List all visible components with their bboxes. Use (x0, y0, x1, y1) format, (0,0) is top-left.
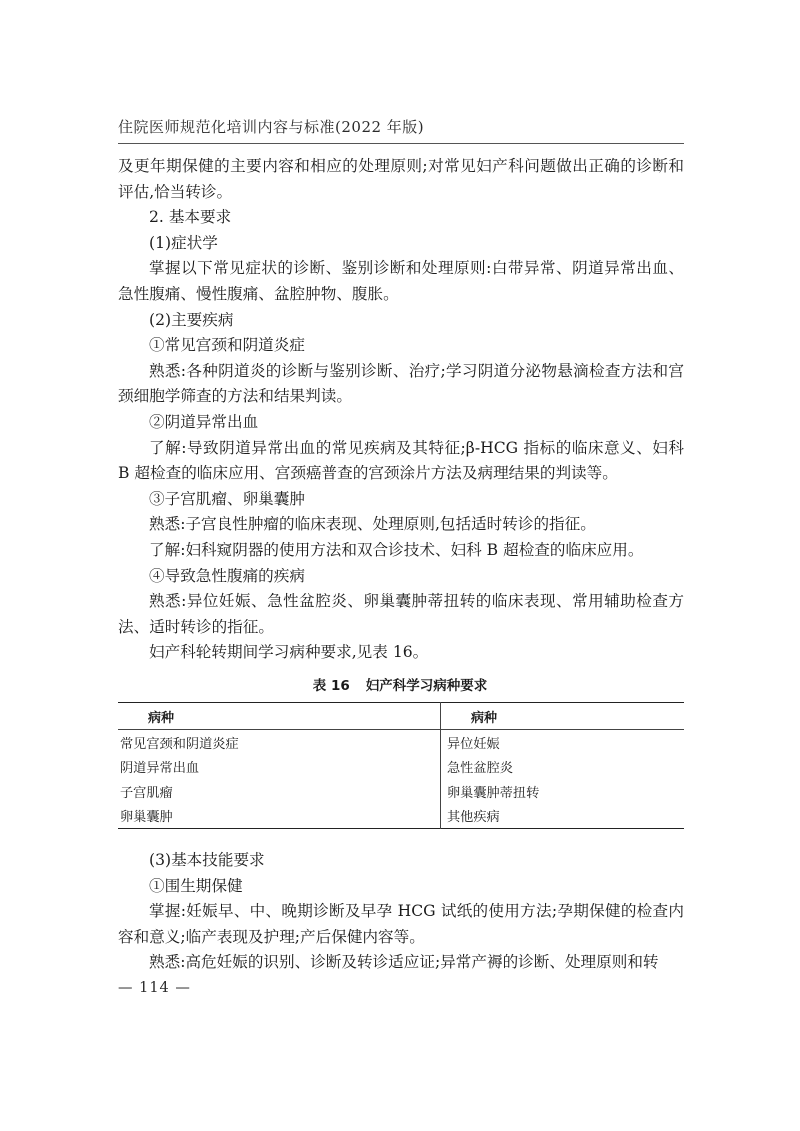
table-cell: 常见宫颈和阴道炎症 (118, 730, 441, 755)
paragraph: 掌握以下常见症状的诊断、鉴别诊断和处理原则:白带异常、阴道异常出血、急性腹痛、慢性腹痛、盆腔肿物、腹胀。 (118, 259, 684, 303)
body-text-top (118, 154, 684, 666)
paragraph: ④导致急性腹痛的疾病 (149, 566, 305, 585)
table-cell: 阴道异常出血 (118, 755, 441, 780)
table-cell: 异位妊娠 (447, 736, 500, 752)
paragraph: 熟悉:各种阴道炎的诊断与鉴别诊断、治疗;学习阴道分泌物悬滴检查方法和宫颈细胞学筛查的方法和结果判读。 (118, 361, 684, 406)
paragraph: ①常见宫颈和阴道炎症 (149, 336, 305, 355)
table-cell: 卵巢囊肿 (118, 804, 441, 829)
paragraph: (3)基本技能要求 (149, 851, 265, 869)
paragraph: 了解:导致阴道异常出血的常见疾病及其特征;β-HCG 指标的临床意义、妇科 B 超检查的临床应用、宫颈癌普查的宫颈涂片方法及病理结果的判读等。 (118, 438, 684, 483)
table-header-cell: 病种 (441, 703, 685, 730)
paragraph: 熟悉:子宫良性肿瘤的临床表现、处理原则,包括适时转诊的指征。 (149, 515, 596, 534)
header-rule (118, 143, 684, 144)
paragraph: 熟悉:高危妊娠的识别、诊断及转诊适应证;异常产褥的诊断、处理原则和转 (149, 953, 659, 972)
running-header: 住院医师规范化培训内容与标准(2022 年版) (118, 118, 425, 136)
paragraph: 及更年期保健的主要内容和相应的处理原则;对常见妇产科问题做出正确的诊断和评估,恰当转诊。 (118, 157, 684, 201)
table-number: 表 16 (312, 678, 350, 694)
body-text-bottom (118, 848, 684, 976)
paragraph: ③子宫肌瘤、卵巢囊肿 (149, 489, 305, 508)
table-header-row (118, 703, 684, 730)
paragraph: 掌握:妊娠早、中、晚期诊断及早孕 HCG 试纸的使用方法;孕期保健的检查内容和意义;临产表现及护理;产后保健内容等。 (118, 902, 684, 946)
page-number: — 114 — (118, 980, 191, 996)
table-cell: 急性盆腔炎 (447, 761, 513, 777)
table-cell: 其他疾病 (447, 810, 500, 826)
table-cell: 子宫肌瘤 (118, 779, 441, 804)
table-title: 妇产科学习病种要求 (365, 678, 488, 694)
table-row (118, 804, 684, 829)
paragraph: 2. 基本要求 (149, 208, 232, 227)
paragraph: (1)症状学 (149, 233, 218, 252)
table-row (118, 779, 684, 804)
table-row (118, 755, 684, 780)
paragraph: ②阴道异常出血 (149, 412, 259, 431)
paragraph: (2)主要疾病 (149, 310, 234, 329)
disease-requirements-table (118, 702, 684, 829)
paragraph: 了解:妇科窥阴器的使用方法和双合诊技术、妇科 B 超检查的临床应用。 (149, 540, 644, 559)
table-row (118, 730, 684, 755)
table-header-cell: 病种 (118, 703, 441, 730)
paragraph: 熟悉:异位妊娠、急性盆腔炎、卵巢囊肿蒂扭转的临床表现、常用辅助检查方法、适时转诊的指征。 (118, 592, 684, 636)
paragraph: 妇产科轮转期间学习病种要求,见表 16。 (149, 643, 429, 662)
table-cell: 卵巢囊肿蒂扭转 (447, 785, 540, 801)
paragraph: ①围生期保健 (149, 876, 243, 895)
table-caption (0, 674, 800, 694)
